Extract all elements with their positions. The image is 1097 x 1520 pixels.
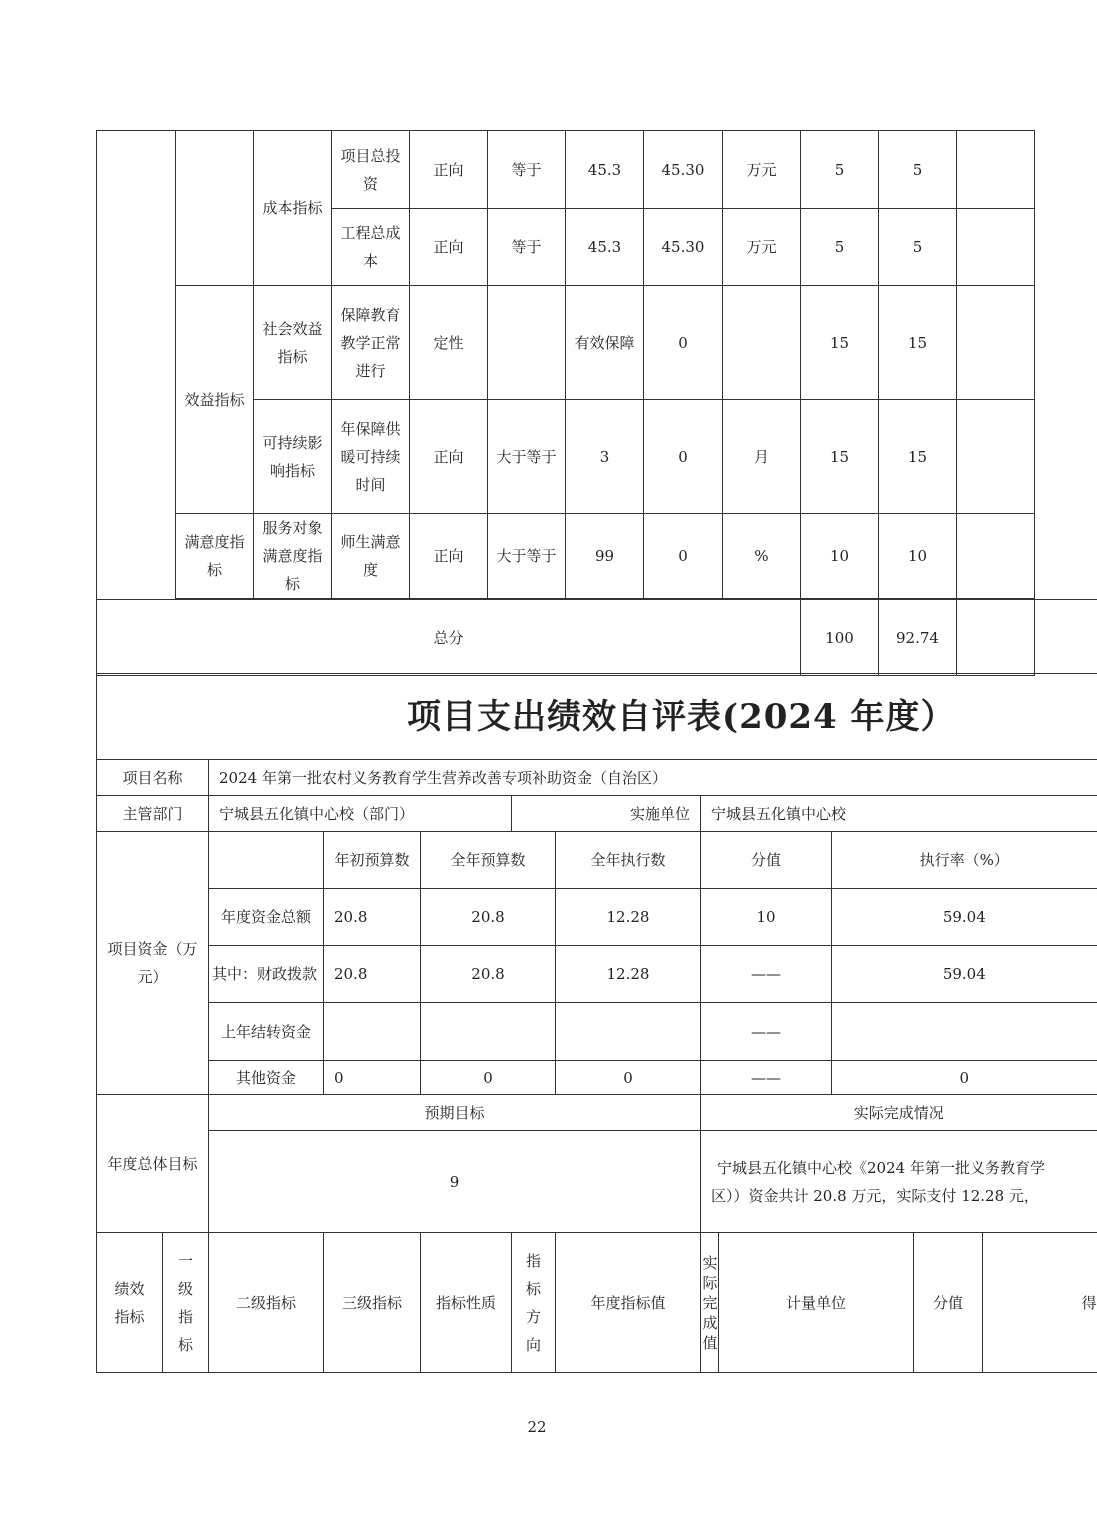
funds-header-annual: 全年预算数: [421, 832, 556, 889]
actual-cell: 45.30: [644, 131, 723, 209]
total-score: 100: [801, 600, 879, 676]
actual-text-line-1: 宁城县五化镇中心校《2024 年第一批义务教育学: [717, 1158, 1045, 1177]
note-cell: [957, 400, 1035, 514]
actual-cell: 0: [644, 514, 723, 599]
level3-cell: 年保障供暖可持续时间: [332, 400, 410, 514]
hdr-unit: 计量单位: [719, 1233, 914, 1373]
nature-cell: 正向: [410, 400, 488, 514]
dept-value: 宁城县五化镇中心校（部门）: [209, 796, 512, 832]
score-cell: 5: [801, 131, 879, 209]
direction-cell: 大于等于: [488, 400, 566, 514]
score-cell: 15: [801, 400, 879, 514]
hdr-got: 得: [983, 1233, 1097, 1373]
funds-row-label: 年度资金总额: [209, 889, 324, 946]
funds-initial: [324, 1003, 421, 1061]
funds-header-initial: 年初预算数: [324, 832, 421, 889]
hdr-perf: 绩效指标: [97, 1233, 163, 1373]
unit-cell: 月: [723, 400, 801, 514]
note-cell: [957, 209, 1035, 286]
benefit-level1: 效益指标: [176, 286, 254, 514]
goal-label: 年度总体目标: [97, 1095, 209, 1233]
got-cell: 15: [879, 286, 957, 400]
funds-initial: 20.8: [324, 889, 421, 946]
nature-cell: 正向: [410, 131, 488, 209]
note-cell: [957, 514, 1035, 599]
nature-cell: 定性: [410, 286, 488, 400]
got-cell: 5: [879, 131, 957, 209]
hdr-level3: 三级指标: [324, 1233, 421, 1373]
target-cell: 45.3: [566, 209, 644, 286]
funds-header-blank: [209, 832, 324, 889]
score-cell: 15: [801, 286, 879, 400]
funds-initial: 20.8: [324, 946, 421, 1003]
funds-label: 项目资金（万元）: [97, 832, 209, 1095]
got-cell: 15: [879, 400, 957, 514]
direction-cell: 等于: [488, 209, 566, 286]
total-note: [957, 600, 1035, 676]
hdr-actual: 实际完成值: [701, 1233, 719, 1373]
funds-annual: [421, 1003, 556, 1061]
hdr-target: 年度指标值: [556, 1233, 701, 1373]
unit-cell: 万元: [723, 209, 801, 286]
score-cell: 5: [801, 209, 879, 286]
funds-initial: 0: [324, 1061, 421, 1095]
funds-annual: 20.8: [421, 889, 556, 946]
target-cell: 有效保障: [566, 286, 644, 400]
actual-label: 实际完成情况: [701, 1095, 1097, 1131]
level3-cell: 保障教育教学正常进行: [332, 286, 410, 400]
self-evaluation-table: [96, 673, 1097, 1373]
actual-text: [701, 1131, 1097, 1233]
funds-header-rate: 执行率（%）: [832, 832, 1097, 889]
perf-col-blank: [97, 131, 176, 600]
note-cell: [957, 286, 1035, 400]
funds-executed: 0: [556, 1061, 701, 1095]
page-number: 22: [527, 1418, 547, 1436]
note-cell: [957, 131, 1035, 209]
hdr-level1: 一级指标: [163, 1233, 209, 1373]
funds-executed: 12.28: [556, 946, 701, 1003]
level3-cell: 项目总投资: [332, 131, 410, 209]
satisfaction-level1: 满意度指标: [176, 514, 254, 599]
hdr-nature: 指标性质: [421, 1233, 512, 1373]
nature-cell: 正向: [410, 514, 488, 599]
funds-rate: [832, 1003, 1097, 1061]
direction-cell: [488, 286, 566, 400]
expected-value: 9: [209, 1131, 701, 1233]
score-cell: 10: [801, 514, 879, 599]
level3-cell: 师生满意度: [332, 514, 410, 599]
got-cell: 5: [879, 209, 957, 286]
unit-cell: %: [723, 514, 801, 599]
sustain-level2: 可持续影响指标: [254, 400, 332, 514]
project-name-value: 2024 年第一批农村义务教育学生营养改善专项补助资金（自治区）: [209, 760, 1097, 796]
actual-cell: 45.30: [644, 209, 723, 286]
funds-score: 10: [701, 889, 832, 946]
funds-score: ——: [701, 946, 832, 1003]
total-label: 总分: [97, 600, 801, 676]
funds-row-label: 上年结转资金: [209, 1003, 324, 1061]
hdr-score: 分值: [914, 1233, 983, 1373]
unit-cell: [723, 286, 801, 400]
project-name-label: 项目名称: [97, 760, 209, 796]
satisfaction-level2: 服务对象满意度指标: [254, 514, 332, 599]
funds-annual: 20.8: [421, 946, 556, 1003]
funds-annual: 0: [421, 1061, 556, 1095]
cost-level2: 成本指标: [254, 131, 332, 286]
level1-blank: [176, 131, 254, 286]
got-cell: 10: [879, 514, 957, 599]
target-cell: 99: [566, 514, 644, 599]
impl-label: 实施单位: [512, 796, 701, 832]
dept-label: 主管部门: [97, 796, 209, 832]
expected-label: 预期目标: [209, 1095, 701, 1131]
direction-cell: 等于: [488, 131, 566, 209]
social-level2: 社会效益指标: [254, 286, 332, 400]
impl-value: 宁城县五化镇中心校: [701, 796, 1097, 832]
nature-cell: 正向: [410, 209, 488, 286]
target-cell: 3: [566, 400, 644, 514]
total-got: 92.74: [879, 600, 957, 676]
hdr-level2: 二级指标: [209, 1233, 324, 1373]
unit-cell: 万元: [723, 131, 801, 209]
funds-header-executed: 全年执行数: [556, 832, 701, 889]
funds-score: ——: [701, 1061, 832, 1095]
actual-text-line-2: 区））资金共计 20.8 万元，实际支付 12.28 元，: [711, 1186, 1039, 1205]
funds-executed: 12.28: [556, 889, 701, 946]
target-cell: 45.3: [566, 131, 644, 209]
funds-row-label: 其中：财政拨款: [209, 946, 324, 1003]
funds-score: ——: [701, 1003, 832, 1061]
funds-row-label: 其他资金: [209, 1061, 324, 1095]
hdr-direction: 指标方向: [512, 1233, 556, 1373]
funds-executed: [556, 1003, 701, 1061]
actual-cell: 0: [644, 286, 723, 400]
funds-header-score: 分值: [701, 832, 832, 889]
indicator-table-continued: [96, 130, 1097, 676]
funds-rate: 59.04: [832, 946, 1097, 1003]
level3-cell: 工程总成本: [332, 209, 410, 286]
funds-rate: 0: [832, 1061, 1097, 1095]
page-title: 项目支出绩效自评表(2024 年度）: [97, 674, 1097, 760]
direction-cell: 大于等于: [488, 514, 566, 599]
actual-cell: 0: [644, 400, 723, 514]
funds-rate: 59.04: [832, 889, 1097, 946]
